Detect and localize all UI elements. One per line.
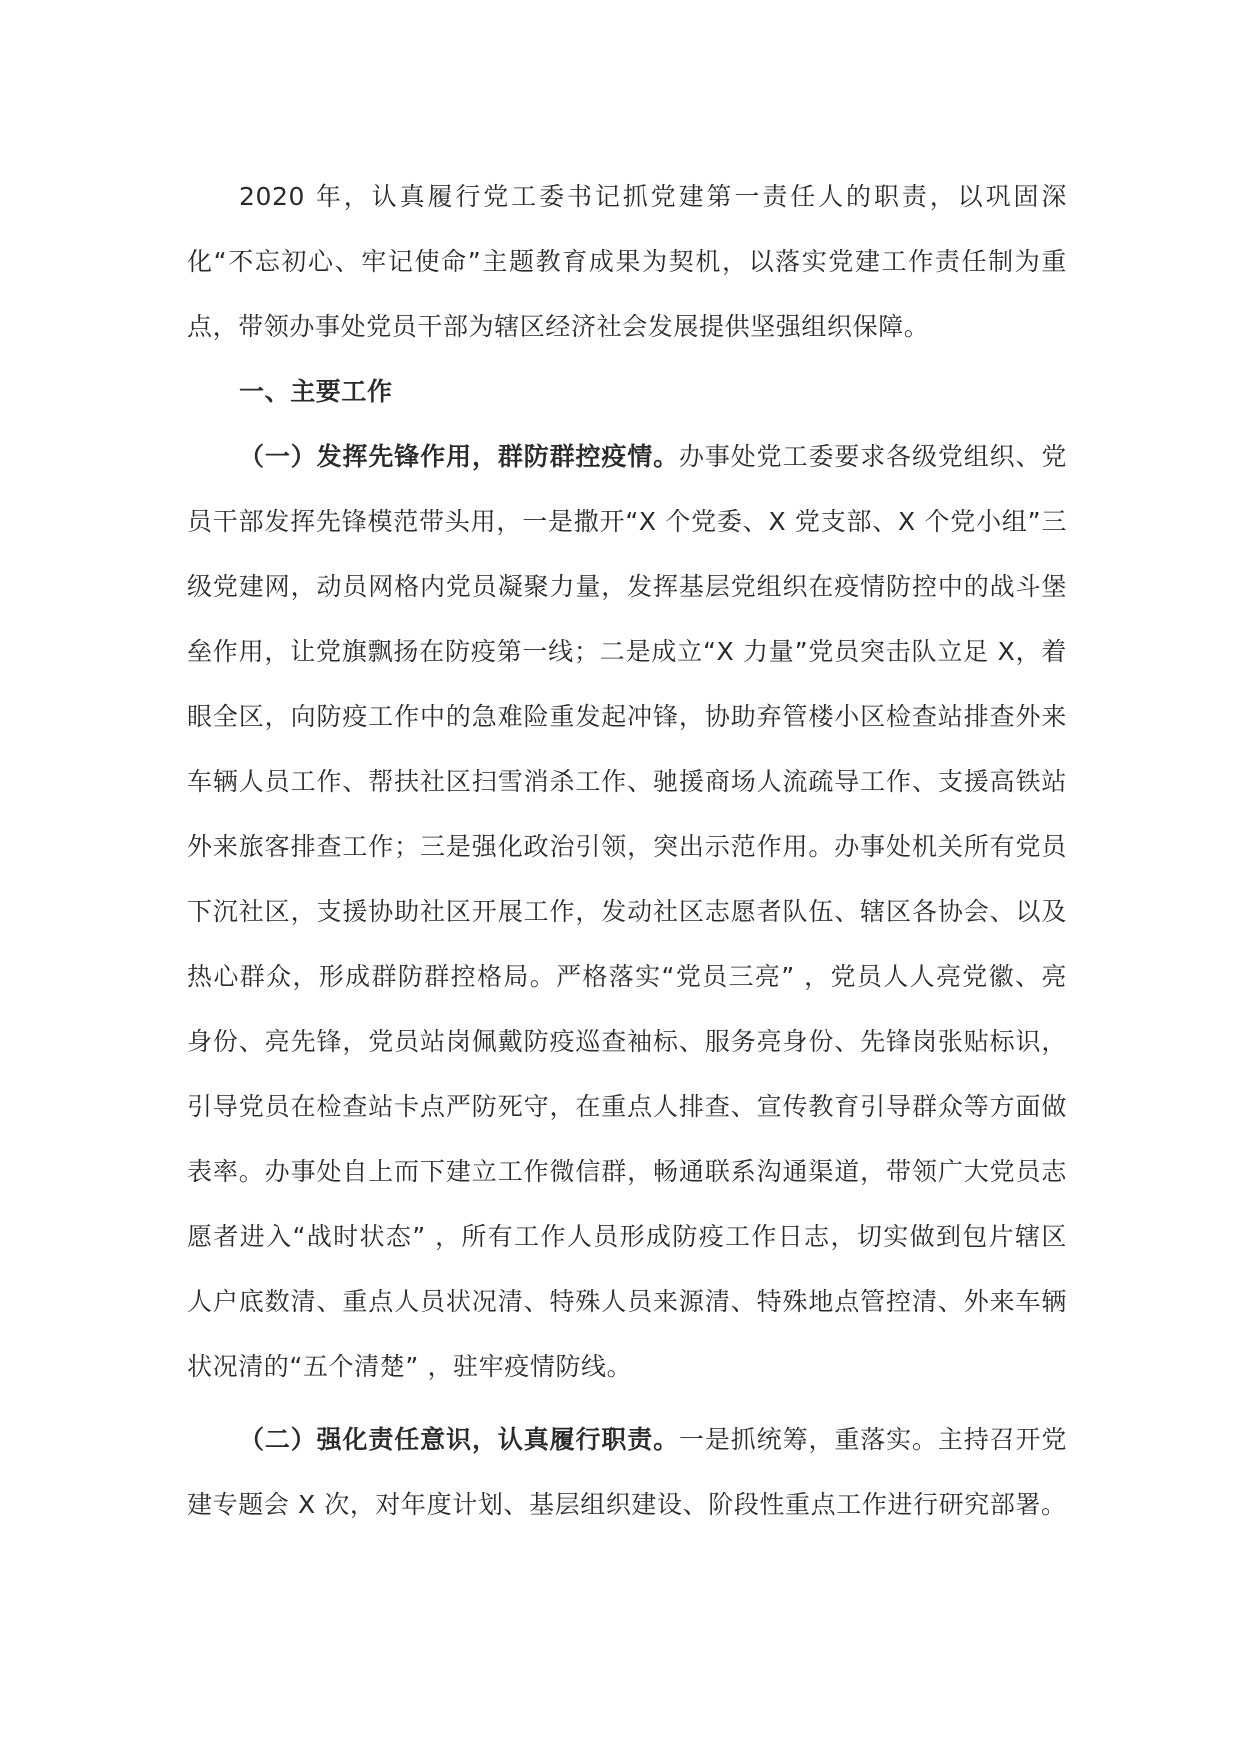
subsection-2-body: 一是抓统筹，重落实。主持召开党建专题会 X 次，对年度计划、基层组织建设、阶段性重点工作进行研究部署。 [187, 1425, 1067, 1519]
subsection-2-title: （二）强化责任意识，认真履行职责。 [239, 1425, 680, 1454]
subsection-1-title: （一）发挥先锋作用，群防群控疫情。 [239, 442, 680, 471]
section-heading-main-work: 一、主要工作 [239, 377, 393, 406]
document-body [187, 164, 1067, 1537]
subsection-1-body: 办事处党工委要求各级党组织、党员干部发挥先锋模范带头用，一是撒开“X 个党委、X 党支部、X 个党小组”三级党建网，动员网格内党员凝聚力量，发挥基层党组织在疫情防控中的战斗堡垒作用，让党旗飘扬在防疫第一线；二是成立“X 力量”党员突击队立足 X，着眼全区，向防疫工作中的急难险重发起冲锋，协助弃管楼小区检查站排查外来车辆人员工作、帮扶社区扫雪消杀工作、驰援商场人流疏导工作、支援高铁站外来旅客排查工作；三是强化政治引领，突出示范作用。办事处机关所有党员下沉社区，支援协助社区开展工作，发动社区志愿者队伍、辖区各协会、以及热心群众，形成群防群控格局。严格落实“党员三亮” ，党员人人亮党徽、亮身份、亮先锋，党员站岗佩戴防疫巡查袖标、服务亮身份、先锋岗张贴标识，引导党员在检查站卡点严防死守，在重点人排查、宣传教育引导群众等方面做表率。办事处自上而下建立工作微信群，畅通联系沟通渠道，带领广大党员志愿者进入“战时状态” ，所有工作人员形成防疫工作日志，切实做到包片辖区人户底数清、重点人员状况清、特殊人员来源清、特殊地点管控清、外来车辆状况清的“五个清楚” ，驻牢疫情防线。 [187, 442, 1067, 1381]
subsection-2-paragraph [187, 1407, 1067, 1537]
subsection-1-paragraph [187, 424, 1067, 1399]
intro-paragraph: 2020 年，认真履行党工委书记抓党建第一责任人的职责，以巩固深化“不忘初心、牢记使命”主题教育成果为契机，以落实党建工作责任制为重点，带领办事处党员干部为辖区经济社会发展提供坚强组织保障。 [187, 182, 1067, 341]
